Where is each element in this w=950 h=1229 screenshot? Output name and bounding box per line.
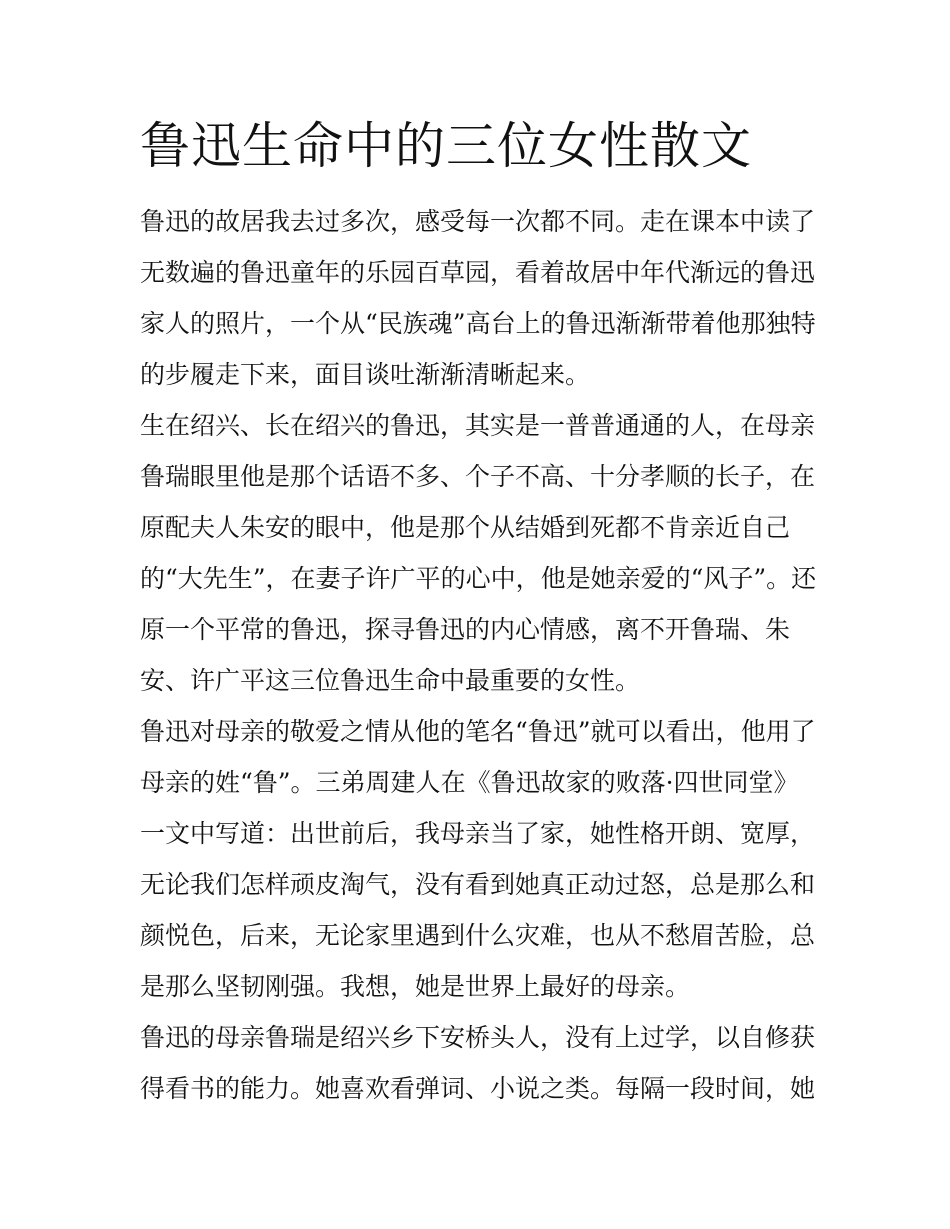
text-line: 家人的照片，一个从“民族魂”高台上的鲁迅渐渐带着他那独特 [140, 309, 816, 338]
text-line: 鲁迅的故居我去过多次，感受每一次都不同。走在课本中读了 [140, 207, 816, 236]
text-line: 的步履走下来，面目谈吐渐渐清晰起来。 [140, 360, 591, 389]
text-line: 是那么坚韧刚强。我想，她是世界上最好的母亲。 [140, 972, 691, 1001]
text-line: 原配夫人朱安的眼中，他是那个从结婚到死都不肯亲近自己 [140, 513, 791, 542]
text-line: 鲁迅对母亲的敬爱之情从他的笔名“鲁迅”就可以看出，他用了 [140, 717, 816, 746]
text-line: 生在绍兴、长在绍兴的鲁迅，其实是一普普通通的人，在母亲 [140, 411, 816, 440]
text-line: 原一个平常的鲁迅，探寻鲁迅的内心情感，离不开鲁瑞、朱 [140, 615, 791, 644]
document-body [140, 196, 820, 1114]
text-line: 无论我们怎样顽皮淘气，没有看到她真正动过怒，总是那么和 [140, 870, 816, 899]
text-line: 得看书的能力。她喜欢看弹词、小说之类。每隔一段时间，她 [140, 1074, 816, 1103]
text-line: 无数遍的鲁迅童年的乐园百草园，看着故居中年代渐远的鲁迅 [140, 258, 816, 287]
text-line: 颜悦色，后来，无论家里遇到什么灾难，也从不愁眉苦脸，总 [140, 921, 816, 950]
text-line: 的“大先生”，在妻子许广平的心中，他是她亲爱的“风子”。还 [140, 564, 817, 593]
text-line: 一文中写道：出世前后，我母亲当了家，她性格开朗、宽厚， [140, 819, 816, 848]
document-title: 鲁迅生命中的三位女性散文 [140, 117, 752, 175]
text-line: 安、许广平这三位鲁迅生命中最重要的女性。 [140, 666, 641, 695]
text-line: 鲁迅的母亲鲁瑞是绍兴乡下安桥头人，没有上过学，以自修获 [140, 1023, 816, 1052]
text-line: 母亲的姓“鲁”。三弟周建人在《鲁迅故家的败落·四世同堂》 [140, 768, 799, 797]
text-line: 鲁瑞眼里他是那个话语不多、个子不高、十分孝顺的长子，在 [140, 462, 816, 491]
